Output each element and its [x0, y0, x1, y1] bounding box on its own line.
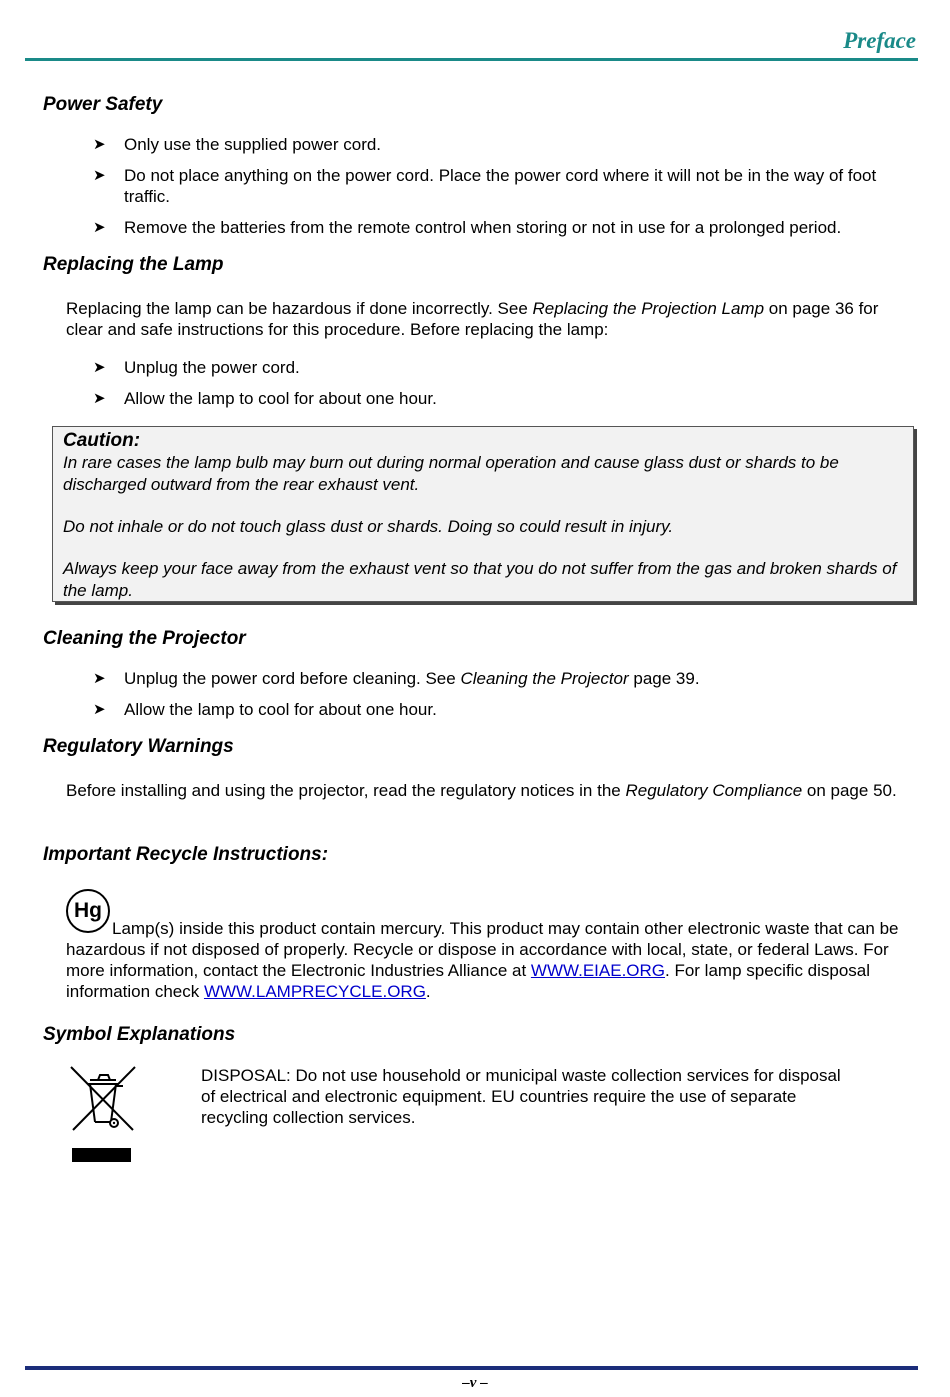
arrow-bullet-icon: ➤ [93, 359, 106, 376]
list-item: ➤ Unplug the power cord. [93, 358, 300, 377]
regulatory-paragraph: Before installing and using the projector, read the regulatory notices in the Regulatory Compliance on page 50. [66, 781, 897, 800]
recycle-paragraph: Lamp(s) inside this product contain mercury. This product may contain other electronic waste that can be hazardous if not disposed of properly. Recycle or dispose in accordance with local, state, or federal Laws. For more information, contact the Electronic Industries Alliance at WWW.EIAE.ORG. For lamp specific disposal information check WWW.LAMPRECYCLE.ORG. [66, 919, 899, 1001]
cross-reference: Replacing the Projection Lamp [532, 299, 765, 318]
page-header-title: Preface [843, 28, 916, 53]
caution-box [52, 426, 914, 602]
mercury-hg-icon: Hg [66, 889, 110, 933]
caution-paragraph: In rare cases the lamp bulb may burn out during normal operation and cause glass dust or shards to be discharged outward from the rear exhaust vent. [63, 453, 839, 494]
heading-replacing-lamp: Replacing the Lamp [43, 254, 224, 275]
heading-cleaning: Cleaning the Projector [43, 628, 246, 649]
arrow-bullet-icon: ➤ [93, 701, 106, 718]
heading-regulatory: Regulatory Warnings [43, 736, 234, 757]
cross-reference: Regulatory Compliance [625, 781, 803, 800]
header-divider [25, 58, 918, 61]
caution-title: Caution: [63, 430, 141, 451]
arrow-bullet-icon: ➤ [93, 167, 106, 184]
list-item: ➤ Unplug the power cord before cleaning. See Cleaning the Projector page 39. [93, 669, 700, 688]
caution-paragraph: Do not inhale or do not touch glass dust or shards. Doing so could result in injury. [63, 517, 674, 536]
list-item: ➤ Allow the lamp to cool for about one hour. [93, 389, 437, 408]
caution-paragraph: Always keep your face away from the exhaust vent so that you do not suffer from the gas and broken shards of the lamp. [63, 559, 897, 600]
replacing-lamp-paragraph: Replacing the lamp can be hazardous if done incorrectly. See Replacing the Projection Lamp on page 36 for clear and safe instructions for this procedure. Before replacing the lamp: [66, 299, 879, 339]
crossed-out-wheelie-bin-icon [68, 1064, 138, 1166]
list-item: ➤ Do not place anything on the power cord. Place the power cord where it will not be in the way of foot traffic. [93, 166, 877, 206]
arrow-bullet-icon: ➤ [93, 390, 106, 407]
arrow-bullet-icon: ➤ [93, 219, 106, 236]
cross-reference: Cleaning the Projector [460, 669, 629, 688]
heading-recycle: Important Recycle Instructions: [43, 844, 329, 865]
heading-power-safety: Power Safety [43, 94, 163, 115]
list-item: ➤ Only use the supplied power cord. [93, 135, 382, 154]
disposal-explanation: DISPOSAL: Do not use household or municipal waste collection services for disposal of electrical and electronic equipment. EU countries require the use of separate recycling collection services. [201, 1066, 841, 1127]
list-item: ➤ Allow the lamp to cool for about one hour. [93, 700, 437, 719]
list-item: ➤ Remove the batteries from the remote control when storing or not in use for a prolonged period. [93, 218, 842, 237]
footer-divider [25, 1366, 918, 1370]
heading-symbols: Symbol Explanations [43, 1024, 236, 1045]
eiae-link[interactable]: WWW.EIAE.ORG [530, 961, 666, 980]
arrow-bullet-icon: ➤ [93, 136, 106, 153]
arrow-bullet-icon: ➤ [93, 670, 106, 687]
lamprecycle-link[interactable]: WWW.LAMPRECYCLE.ORG [203, 982, 426, 1001]
page-number: –v – [462, 1375, 488, 1391]
